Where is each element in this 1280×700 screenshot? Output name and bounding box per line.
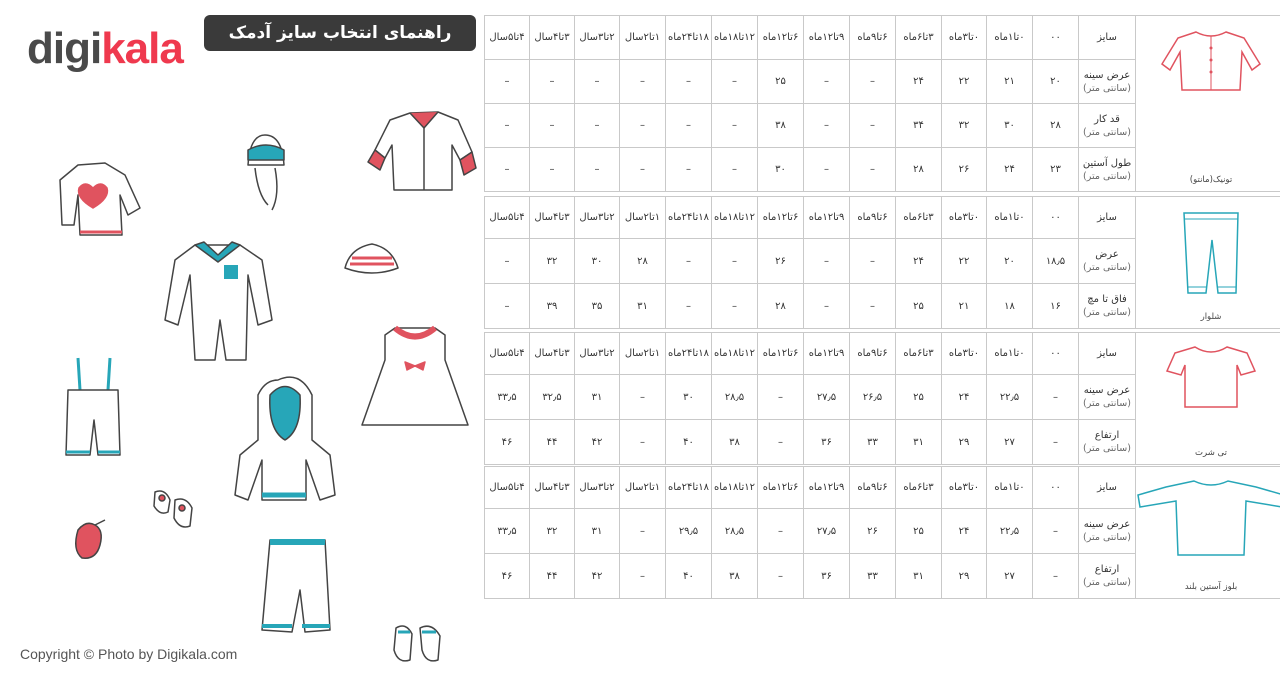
measurement-cell: ۳۴: [896, 104, 942, 148]
measurement-cell: –: [1033, 375, 1079, 420]
age-header-cell: ۹تا۱۲ماه: [804, 467, 850, 509]
measurement-unit: (سانتی متر): [1083, 307, 1131, 318]
measurement-cell: –: [804, 284, 850, 329]
measurement-cell: ۳۳٫۵: [485, 509, 530, 554]
age-header-cell: ۳تا۶ماه: [896, 333, 942, 375]
measurement-cell: ۳۶: [804, 420, 850, 465]
age-header-cell: ۱۲تا۱۸ماه: [712, 467, 758, 509]
measurement-cell: –: [485, 148, 530, 192]
copyright-text: Copyright © Photo by Digikala.com: [20, 646, 238, 662]
measurement-cell: ۱۸: [987, 284, 1033, 329]
measurement-cell: ۳۲: [942, 104, 987, 148]
measurement-cell: –: [712, 239, 758, 284]
measurement-name: عرض سینه: [1083, 519, 1131, 530]
measurement-name: طول آستین: [1082, 157, 1132, 169]
garment-illustration-cell: [1136, 16, 1280, 192]
measurement-cell: –: [620, 554, 666, 599]
measurement-cell: ۲۰: [1033, 60, 1079, 104]
measurement-unit: (سانتی متر): [1083, 126, 1131, 138]
measurement-cell: ۲۷٫۵: [804, 509, 850, 554]
measurement-cell: ۴۲: [575, 554, 620, 599]
measurement-cell: ۳۱: [575, 375, 620, 420]
measurement-cell: ۳۲: [530, 239, 575, 284]
measurement-cell: ۲۲٫۵: [987, 375, 1033, 420]
measurement-cell: –: [850, 148, 896, 192]
measurement-cell: ۳۲٫۵: [530, 375, 575, 420]
measurement-cell: ۴۶: [485, 554, 530, 599]
age-header-cell: ۶تا۹ماه: [850, 333, 896, 375]
measurement-cell: ۳۲: [530, 509, 575, 554]
dress-icon: [362, 328, 468, 425]
measurement-cell: –: [530, 104, 575, 148]
age-header-cell: ۹تا۱۲ماه: [804, 16, 850, 60]
age-header-cell: ۳تا۴سال: [530, 16, 575, 60]
mittens-icon: [76, 520, 105, 558]
measurement-cell: –: [485, 60, 530, 104]
age-header-cell: ۲تا۳سال: [575, 197, 620, 239]
age-header-cell: ۲تا۳سال: [575, 16, 620, 60]
measurement-unit: (سانتی متر): [1083, 577, 1131, 588]
measurement-cell: ۲۵: [758, 60, 804, 104]
measurement-cell: –: [804, 104, 850, 148]
age-header-cell: ۳تا۴سال: [530, 333, 575, 375]
measurement-cell: ۴۰: [666, 554, 712, 599]
measurement-cell: ۳۶: [804, 554, 850, 599]
hoodie-icon: [235, 377, 335, 500]
measurement-cell: –: [1033, 554, 1079, 599]
size-label-cell: سایز: [1079, 467, 1136, 509]
age-header-cell: ۰تا۱ماه: [987, 333, 1033, 375]
age-header-cell: ۳تا۶ماه: [896, 16, 942, 60]
age-header-cell: ۱تا۲سال: [620, 16, 666, 60]
measurement-cell: –: [1033, 420, 1079, 465]
measurement-cell: ۳۰: [666, 375, 712, 420]
measurement-label: [1079, 420, 1136, 465]
measurement-cell: ۲۱: [942, 284, 987, 329]
measurement-cell: ۲۴: [942, 375, 987, 420]
garment-illustration-cell: [1136, 333, 1280, 465]
garment-illustration-cell: [1136, 197, 1280, 329]
measurement-cell: –: [620, 375, 666, 420]
measurement-cell: –: [804, 148, 850, 192]
measurement-cell: –: [666, 239, 712, 284]
age-header-cell: ۰تا۳ماه: [942, 467, 987, 509]
measurement-cell: ۱۶: [1033, 284, 1079, 329]
measurement-cell: ۳۳: [850, 554, 896, 599]
age-header-cell: ۶تا۹ماه: [850, 16, 896, 60]
measurement-cell: ۳۰: [987, 104, 1033, 148]
measurement-cell: ۲۰: [987, 239, 1033, 284]
measurement-cell: ۲۸٫۵: [712, 509, 758, 554]
heart-sweater-icon: [60, 163, 140, 235]
measurement-cell: ۲۵: [896, 375, 942, 420]
measurement-cell: ۲۹: [942, 554, 987, 599]
measurement-cell: ۳۵: [575, 284, 620, 329]
measurement-cell: ۴۴: [530, 420, 575, 465]
measurement-label: [1079, 60, 1136, 104]
measurement-cell: –: [850, 104, 896, 148]
age-header-cell: ۱۸تا۲۴ماه: [666, 333, 712, 375]
age-header-cell: ۴تا۵سال: [485, 16, 530, 60]
logo-part-2: kala: [101, 24, 183, 73]
measurement-name: عرض: [1095, 249, 1119, 260]
measurement-cell: ۲۴: [987, 148, 1033, 192]
baby-pants-icon: [262, 540, 330, 632]
tunic-size-table: [484, 15, 1280, 192]
blouse-size-table: [484, 466, 1280, 599]
measurement-cell: ۲۲: [942, 239, 987, 284]
age-header-cell: ۰۰: [1033, 197, 1079, 239]
measurement-cell: ۲۳: [1033, 148, 1079, 192]
measurement-cell: –: [712, 284, 758, 329]
measurement-cell: ۴۴: [530, 554, 575, 599]
overalls-icon: [66, 358, 120, 455]
trousers-size-table: [484, 196, 1280, 329]
measurement-cell: ۲۵: [896, 509, 942, 554]
age-header-cell: ۴تا۵سال: [485, 467, 530, 509]
measurement-cell: –: [804, 60, 850, 104]
measurement-cell: –: [712, 148, 758, 192]
measurement-cell: –: [666, 60, 712, 104]
size-label-cell: سایز: [1079, 197, 1136, 239]
measurement-label: [1079, 284, 1136, 329]
age-header-cell: ۰۰: [1033, 333, 1079, 375]
measurement-cell: ۳۸: [712, 420, 758, 465]
garment-name: تونیک(مانتو): [1189, 175, 1233, 185]
sun-hat-icon: [345, 244, 398, 273]
measurement-cell: ۲۲٫۵: [987, 509, 1033, 554]
measurement-cell: ۲۱: [987, 60, 1033, 104]
measurement-cell: ۲۷٫۵: [804, 375, 850, 420]
measurement-unit: (سانتی متر): [1083, 262, 1131, 273]
measurement-cell: ۴۲: [575, 420, 620, 465]
age-header-cell: ۰۰: [1033, 16, 1079, 60]
measurement-unit: (سانتی متر): [1083, 398, 1131, 409]
measurement-cell: ۳۳: [850, 420, 896, 465]
age-header-cell: ۰تا۱ماه: [987, 467, 1033, 509]
measurement-cell: ۳۱: [896, 420, 942, 465]
measurement-label: [1079, 239, 1136, 284]
age-header-cell: ۶تا۱۲ماه: [758, 16, 804, 60]
age-header-cell: ۰تا۱ماه: [987, 197, 1033, 239]
measurement-cell: –: [850, 60, 896, 104]
baby-clothes-illustration: [0, 0, 480, 700]
measurement-cell: ۲۷: [987, 554, 1033, 599]
measurement-cell: ۲۷: [987, 420, 1033, 465]
age-header-cell: ۱۲تا۱۸ماه: [712, 197, 758, 239]
measurement-cell: ۲۴: [942, 509, 987, 554]
romper-icon: [165, 242, 272, 360]
measurement-cell: ۱۸٫۵: [1033, 239, 1079, 284]
measurement-cell: –: [575, 148, 620, 192]
measurement-cell: –: [530, 148, 575, 192]
measurement-name: عرض سینه: [1083, 69, 1131, 81]
measurement-name: ارتفاع: [1094, 564, 1120, 575]
measurement-label: [1079, 148, 1136, 192]
measurement-cell: –: [758, 375, 804, 420]
measurement-cell: ۳۱: [575, 509, 620, 554]
age-header-cell: ۱۸تا۲۴ماه: [666, 467, 712, 509]
measurement-cell: –: [758, 554, 804, 599]
measurement-cell: ۳۱: [896, 554, 942, 599]
measurement-cell: ۲۸: [896, 148, 942, 192]
age-header-cell: ۲تا۳سال: [575, 467, 620, 509]
measurement-cell: ۲۸: [620, 239, 666, 284]
age-header-cell: ۴تا۵سال: [485, 333, 530, 375]
garment-name: تی شرت: [1195, 448, 1227, 458]
measurement-unit: (سانتی متر): [1083, 443, 1131, 454]
age-header-cell: ۶تا۹ماه: [850, 467, 896, 509]
measurement-name: فاق تا مچ: [1087, 294, 1127, 305]
garment-name: بلوز آستین بلند: [1184, 582, 1238, 592]
measurement-cell: ۲۲: [942, 60, 987, 104]
age-header-cell: ۱۸تا۲۴ماه: [666, 197, 712, 239]
measurement-cell: ۳۰: [575, 239, 620, 284]
measurement-cell: ۲۸٫۵: [712, 375, 758, 420]
measurement-unit: (سانتی متر): [1083, 82, 1131, 94]
age-header-cell: ۳تا۶ماه: [896, 197, 942, 239]
teal-shoes-icon: [394, 626, 440, 661]
age-header-cell: ۶تا۱۲ماه: [758, 333, 804, 375]
measurement-cell: ۲۸: [1033, 104, 1079, 148]
measurement-cell: –: [485, 104, 530, 148]
measurement-cell: –: [575, 104, 620, 148]
age-header-cell: ۶تا۱۲ماه: [758, 197, 804, 239]
measurement-cell: ۳۹: [530, 284, 575, 329]
measurement-cell: ۲۸: [758, 284, 804, 329]
age-header-cell: ۱تا۲سال: [620, 333, 666, 375]
measurement-cell: –: [1033, 509, 1079, 554]
measurement-name: ارتفاع: [1094, 430, 1120, 441]
age-header-cell: ۱۲تا۱۸ماه: [712, 333, 758, 375]
age-header-cell: ۳تا۴سال: [530, 467, 575, 509]
measurement-cell: –: [620, 148, 666, 192]
measurement-cell: ۴۶: [485, 420, 530, 465]
measurement-cell: –: [758, 509, 804, 554]
measurement-cell: –: [620, 509, 666, 554]
measurement-label: [1079, 509, 1136, 554]
measurement-label: [1079, 554, 1136, 599]
age-header-cell: ۱تا۲سال: [620, 467, 666, 509]
age-header-cell: ۶تا۹ماه: [850, 197, 896, 239]
measurement-cell: –: [620, 104, 666, 148]
age-header-cell: ۰تا۱ماه: [987, 16, 1033, 60]
age-header-cell: ۰تا۳ماه: [942, 333, 987, 375]
age-header-cell: ۳تا۴سال: [530, 197, 575, 239]
age-header-cell: ۶تا۱۲ماه: [758, 467, 804, 509]
measurement-unit: (سانتی متر): [1083, 532, 1131, 543]
measurement-cell: –: [485, 239, 530, 284]
baby-shoes-icon: [154, 491, 192, 527]
age-header-cell: ۹تا۱۲ماه: [804, 197, 850, 239]
measurement-cell: ۳۰: [758, 148, 804, 192]
age-header-cell: ۳تا۶ماه: [896, 467, 942, 509]
measurement-cell: –: [850, 239, 896, 284]
measurement-cell: ۳۱: [620, 284, 666, 329]
measurement-cell: ۲۶٫۵: [850, 375, 896, 420]
measurement-cell: –: [575, 60, 620, 104]
age-header-cell: ۰تا۳ماه: [942, 197, 987, 239]
tshirt-size-table: [484, 332, 1280, 465]
garment-name: شلوار: [1200, 312, 1222, 322]
age-header-cell: ۹تا۱۲ماه: [804, 333, 850, 375]
measurement-cell: –: [666, 148, 712, 192]
measurement-label: [1079, 375, 1136, 420]
measurement-name: قد کار: [1094, 113, 1120, 125]
age-header-cell: ۴تا۵سال: [485, 197, 530, 239]
measurement-label: [1079, 104, 1136, 148]
measurement-cell: –: [620, 420, 666, 465]
measurement-cell: ۲۶: [850, 509, 896, 554]
age-header-cell: ۱تا۲سال: [620, 197, 666, 239]
age-header-cell: ۱۲تا۱۸ماه: [712, 16, 758, 60]
size-label-cell: سایز: [1079, 333, 1136, 375]
logo-part-1: digi: [27, 24, 102, 73]
measurement-cell: –: [804, 239, 850, 284]
measurement-cell: ۲۹: [942, 420, 987, 465]
baby-hat-icon: [248, 135, 284, 210]
measurement-cell: –: [850, 284, 896, 329]
measurement-cell: ۲۴: [896, 239, 942, 284]
size-guide-title: راهنمای انتخاب سایز آدمک: [204, 15, 476, 51]
measurement-cell: ۳۳٫۵: [485, 375, 530, 420]
measurement-name: عرض سینه: [1083, 385, 1131, 396]
age-header-cell: ۰تا۳ماه: [942, 16, 987, 60]
age-header-cell: ۰۰: [1033, 467, 1079, 509]
measurement-cell: –: [530, 60, 575, 104]
measurement-cell: ۲۵: [896, 284, 942, 329]
measurement-unit: (سانتی متر): [1083, 170, 1131, 182]
measurement-cell: –: [485, 284, 530, 329]
measurement-cell: –: [712, 60, 758, 104]
measurement-cell: ۳۸: [758, 104, 804, 148]
measurement-cell: –: [758, 420, 804, 465]
measurement-cell: ۴۰: [666, 420, 712, 465]
cardigan-icon: [368, 112, 476, 190]
measurement-cell: ۳۸: [712, 554, 758, 599]
measurement-cell: –: [666, 104, 712, 148]
age-header-cell: ۱۸تا۲۴ماه: [666, 16, 712, 60]
measurement-cell: ۲۶: [758, 239, 804, 284]
measurement-cell: ۲۹٫۵: [666, 509, 712, 554]
measurement-cell: –: [666, 284, 712, 329]
age-header-cell: ۲تا۳سال: [575, 333, 620, 375]
measurement-cell: –: [712, 104, 758, 148]
measurement-cell: ۲۶: [942, 148, 987, 192]
measurement-cell: ۲۴: [896, 60, 942, 104]
garment-illustration-cell: [1136, 467, 1280, 599]
size-label-cell: سایز: [1079, 16, 1136, 60]
measurement-cell: –: [620, 60, 666, 104]
